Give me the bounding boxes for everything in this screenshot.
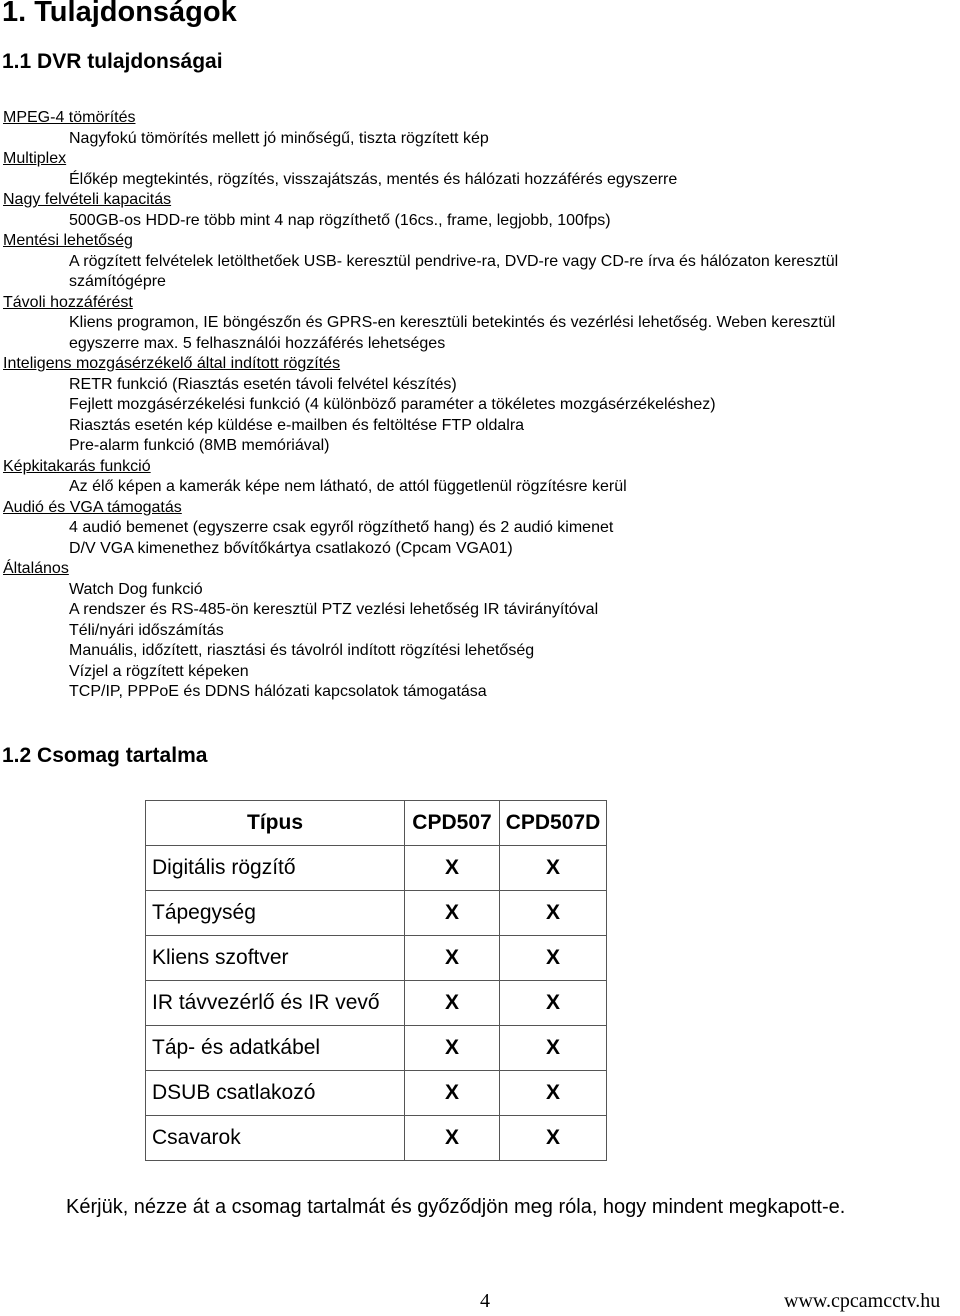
table-row <box>146 891 607 936</box>
item-name-cell: IR távvezérlő és IR vevő <box>146 981 405 1026</box>
section-heading-dvr: 1.1 DVR tulajdonságai <box>2 50 223 73</box>
included-mark-cell: X <box>500 981 607 1026</box>
included-mark-cell: X <box>500 936 607 981</box>
table-row <box>146 1071 607 1116</box>
feature-category: Audió és VGA támogatás <box>3 498 182 516</box>
feature-category: Mentési lehetőség <box>3 232 133 249</box>
table-header-cell: CPD507 <box>405 801 500 846</box>
section-heading-package: 1.2 Csomag tartalma <box>2 744 208 767</box>
included-mark-cell: X <box>500 1071 607 1116</box>
item-name-cell: DSUB csatlakozó <box>146 1071 405 1116</box>
page-heading: 1. Tulajdonságok <box>2 0 237 28</box>
feature-category: Általános <box>3 560 69 577</box>
included-mark-cell: X <box>500 846 607 891</box>
feature-category: Távoli hozzáférést <box>3 293 133 311</box>
item-name-cell: Kliens szoftver <box>146 936 405 981</box>
feature-description: Az élő képen a kamerák képe nem látható, de attól függetlenül rögzítésre kerül <box>69 478 627 495</box>
included-mark-cell: X <box>405 1026 500 1071</box>
feature-description: Manuális, időzített, riasztási és távolról indított rögzítési lehetőség <box>69 642 535 659</box>
item-name-cell: Digitális rögzítő <box>146 846 405 891</box>
included-mark-cell: X <box>405 891 500 936</box>
package-table <box>145 800 607 1161</box>
feature-description: számítógépre <box>69 273 166 290</box>
feature-description: Téli/nyári időszámítás <box>69 621 224 639</box>
included-mark-cell: X <box>500 1116 607 1161</box>
included-mark-cell: X <box>405 846 500 891</box>
page-number: 4 <box>480 1290 490 1312</box>
feature-description: TCP/IP, PPPoE és DDNS hálózati kapcsolatok támogatása <box>69 683 487 700</box>
item-name-cell: Tápegység <box>146 891 405 936</box>
feature-category: Képkitakarás funkció <box>3 457 151 475</box>
package-check-note: Kérjük, nézze át a csomag tartalmát és győződjön meg róla, hogy mindent megkapott-e. <box>66 1196 846 1218</box>
table-row <box>146 846 607 891</box>
feature-description: Kliens programon, IE böngészőn és GPRS-en keresztüli betekintés és vezérlési lehetőség. Weben keresztül <box>69 314 836 331</box>
feature-category: Inteligens mozgásérzékelő által indított rögzítés <box>3 355 341 372</box>
included-mark-cell: X <box>405 1071 500 1116</box>
feature-description: D/V VGA kimenethez bővítőkártya csatlakozó (Cpcam VGA01) <box>69 539 513 557</box>
feature-description: Riasztás esetén kép küldése e-mailben és feltöltése FTP oldalra <box>69 416 525 434</box>
feature-description: Pre-alarm funkció (8MB memóriával) <box>69 437 330 454</box>
feature-description: Nagyfokú tömörítés mellett jó minőségű, tiszta rögzített kép <box>69 129 489 147</box>
feature-description: egyszerre max. 5 felhasználói hozzáférés lehetséges <box>69 334 446 352</box>
feature-description: Watch Dog funkció <box>69 580 203 598</box>
included-mark-cell: X <box>500 891 607 936</box>
table-row <box>146 1026 607 1071</box>
footer-website: www.cpcamcctv.hu <box>784 1290 941 1312</box>
feature-description: Vízjel a rögzített képeken <box>69 662 249 680</box>
feature-description: 4 audió bemenet (egyszerre csak egyről rögzíthető hang) és 2 audió kimenet <box>69 519 614 536</box>
feature-description: RETR funkció (Riasztás esetén távoli felvétel készítés) <box>69 375 457 393</box>
feature-description: 500GB-os HDD-re több mint 4 nap rögzíthető (16cs., frame, legjobb, 100fps) <box>69 211 611 229</box>
table-header-row <box>146 801 607 846</box>
table-row <box>146 1116 607 1161</box>
table-header-cell: CPD507D <box>500 801 607 846</box>
included-mark-cell: X <box>500 1026 607 1071</box>
feature-category: MPEG-4 tömörítés <box>3 109 136 126</box>
feature-category: Multiplex <box>3 150 67 167</box>
feature-description: A rögzített felvételek letölthetőek USB- keresztül pendrive-ra, DVD-re vagy CD-re írva és hálózaton keresztül <box>69 252 839 270</box>
table-row <box>146 981 607 1026</box>
table-header-cell: Típus <box>146 801 405 846</box>
included-mark-cell: X <box>405 981 500 1026</box>
feature-description: A rendszer és RS-485-ön keresztül PTZ vezlési lehetőség IR távirányítóval <box>69 601 599 618</box>
feature-category: Nagy felvételi kapacitás <box>3 191 172 208</box>
item-name-cell: Táp- és adatkábel <box>146 1026 405 1071</box>
item-name-cell: Csavarok <box>146 1116 405 1161</box>
feature-description: Fejlett mozgásérzékelési funkció (4 különböző paraméter a tökéletes mozgásérzékeléshez) <box>69 396 716 413</box>
feature-description: Élőkép megtekintés, rögzítés, visszajátszás, mentés és hálózati hozzáférés egyszerre <box>69 170 678 188</box>
included-mark-cell: X <box>405 936 500 981</box>
table-row <box>146 936 607 981</box>
included-mark-cell: X <box>405 1116 500 1161</box>
